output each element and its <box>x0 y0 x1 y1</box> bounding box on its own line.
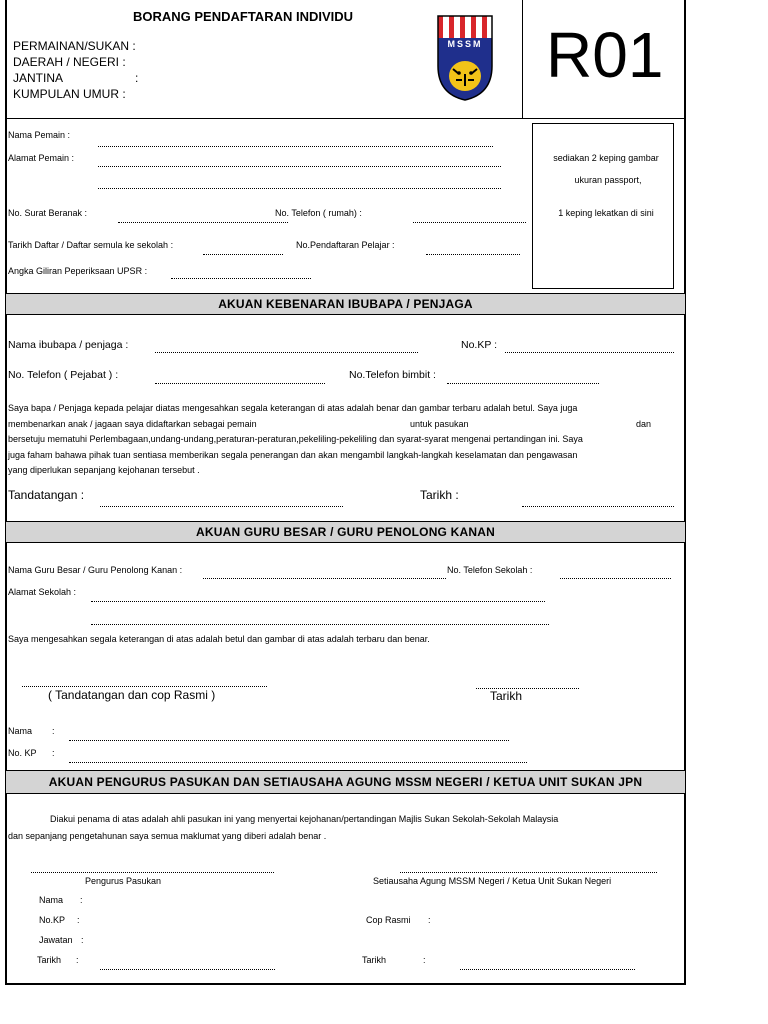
label-tel-pejabat: No. Telefon ( Pejabat ) : <box>8 369 119 381</box>
label-nokp-guru-colon: : <box>52 748 55 758</box>
field-upsr[interactable] <box>171 278 311 279</box>
header-divider <box>522 0 523 118</box>
parent-declaration-line-4: juga faham bahawa pihak tuan sentiasa memberikan segala penerangan dan akan mengambil langkah-langkah keselamatan dan pengawasan <box>8 450 578 460</box>
field-tandatangan-setiausaha[interactable] <box>400 872 657 873</box>
label-tarikh-setiausaha-colon: : <box>423 955 426 965</box>
parent-declaration-line-2b: untuk pasukan <box>410 419 469 429</box>
photo-box[interactable] <box>532 123 674 289</box>
field-tandatangan-pengurus[interactable] <box>31 872 274 873</box>
photo-instruction-2: ukuran passport, <box>574 175 642 185</box>
field-telefon-rumah[interactable] <box>413 222 526 223</box>
field-alamat-2[interactable] <box>98 188 501 189</box>
parent-declaration-line-2a: membenarkan anak / jagaan saya didaftarkan sebagai pemain <box>8 419 257 429</box>
label-nama-pengurus-colon: : <box>80 895 83 905</box>
field-nama-guru-2[interactable] <box>69 740 509 741</box>
parent-declaration-line-2c: dan <box>636 419 652 429</box>
headmaster-statement: Saya mengesahkan segala keterangan di atas adalah betul dan gambar di atas adalah terbaru dan benar. <box>8 634 430 644</box>
field-tarikh-pengurus[interactable] <box>100 969 275 970</box>
label-nokp-ibubapa: No.KP : <box>461 339 497 351</box>
field-surat-beranak[interactable] <box>118 222 288 223</box>
label-nama-guru-2-colon: : <box>52 726 55 736</box>
label-tandatangan-ibubapa: Tandatangan : <box>8 488 85 502</box>
label-nama-pemain: Nama Pemain : <box>8 130 71 140</box>
label-nokp-guru: No. KP <box>8 748 37 758</box>
label-nama-ibubapa: Nama ibubapa / penjaga : <box>8 339 129 351</box>
section-heading-manager: AKUAN PENGURUS PASUKAN DAN SETIAUSAHA AGUNG MSSM NEGERI / KETUA UNIT SUKAN JPN <box>6 770 685 794</box>
label-tarikh-pengurus-colon: : <box>76 955 79 965</box>
manager-declaration-line-2: dan sepanjang pengetahunan saya semua maklumat yang diberi adalah benar . <box>8 831 327 841</box>
label-nama-guru: Nama Guru Besar / Guru Penolong Kanan : <box>8 565 183 575</box>
parent-declaration-line-5: yang diperlukan sepanjang kejohanan tersebut . <box>8 465 200 475</box>
field-nama-pemain[interactable] <box>98 146 493 147</box>
label-tarikh-guru: Tarikh <box>490 689 523 703</box>
label-tarikh-setiausaha: Tarikh <box>362 955 387 965</box>
label-cop-rasmi: Cop Rasmi <box>366 915 411 925</box>
label-jawatan: Jawatan <box>39 935 73 945</box>
photo-instruction-1: sediakan 2 keping gambar <box>553 153 659 163</box>
field-nama-ibubapa[interactable] <box>155 352 418 353</box>
label-upsr: Angka Giliran Peperiksaan UPSR : <box>8 266 148 276</box>
label-alamat-sekolah: Alamat Sekolah : <box>8 587 77 597</box>
field-tel-bimbit[interactable] <box>447 383 599 384</box>
mssm-logo <box>436 14 494 102</box>
field-tandatangan-ibubapa[interactable] <box>100 506 343 507</box>
field-tarikh-setiausaha[interactable] <box>460 969 635 970</box>
parent-declaration-line-3: bersetuju mematuhi Perlembagaan,undang-undang,peraturan-peraturan,pekeliling-pekeliling dan syarat-syarat mengenai pertandingan ini. Saya <box>8 434 583 444</box>
label-nama-pengurus: Nama <box>39 895 64 905</box>
label-tel-sekolah: No. Telefon Sekolah : <box>447 565 533 575</box>
form-title: BORANG PENDAFTARAN INDIVIDU <box>133 9 354 24</box>
label-setiausaha: Setiausaha Agung MSSM Negeri / Ketua Unit Sukan Negeri <box>373 876 612 886</box>
field-nokp-ibubapa[interactable] <box>505 352 674 353</box>
field-alamat-1[interactable] <box>98 166 501 167</box>
label-telefon-rumah: No. Telefon ( rumah) : <box>275 208 362 218</box>
label-surat-beranak: No. Surat Beranak : <box>8 208 88 218</box>
header-bottom-rule <box>6 118 685 119</box>
label-cop-rasmi-colon: : <box>428 915 431 925</box>
label-nama-guru-2: Nama <box>8 726 33 736</box>
field-tel-sekolah[interactable] <box>560 578 671 579</box>
section-heading-headmaster: AKUAN GURU BESAR / GURU PENOLONG KANAN <box>6 521 685 543</box>
label-tandatangan-cop: ( Tandatangan dan cop Rasmi ) <box>48 688 216 702</box>
field-nokp-guru[interactable] <box>69 762 527 763</box>
header-field-daerah: DAERAH / NEGERI : <box>13 55 126 69</box>
label-alamat-pemain: Alamat Pemain : <box>8 153 75 163</box>
label-no-pendaftaran: No.Pendaftaran Pelajar : <box>296 240 395 250</box>
photo-instruction-3: 1 keping lekatkan di sini <box>558 208 654 218</box>
header-jantina-colon: : <box>135 71 139 85</box>
label-nokp-pengurus: No.KP <box>39 915 66 925</box>
header-field-umur: KUMPULAN UMUR : <box>13 87 126 101</box>
field-tel-pejabat[interactable] <box>155 383 325 384</box>
manager-declaration-line-1: Diakui penama di atas adalah ahli pasukan ini yang menyertai kejohanan/pertandingan Majlis Sukan Sekolah-Sekolah Malaysia <box>50 814 559 824</box>
section-heading-parent: AKUAN KEBENARAN IBUBAPA / PENJAGA <box>6 293 685 315</box>
field-no-pendaftaran[interactable] <box>426 254 520 255</box>
label-pengurus-pasukan: Pengurus Pasukan <box>85 876 162 886</box>
field-tarikh-ibubapa[interactable] <box>522 506 674 507</box>
field-alamat-sekolah-2[interactable] <box>91 624 549 625</box>
label-nokp-pengurus-colon: : <box>77 915 80 925</box>
field-tandatangan-guru[interactable] <box>22 686 267 687</box>
label-tarikh-pengurus: Tarikh <box>37 955 62 965</box>
logo-text: MSSM <box>447 39 483 49</box>
parent-declaration-line-1: Saya bapa / Penjaga kepada pelajar diatas mengesahkan segala keterangan di atas adalah benar dan gambar terbaru adalah betul. Saya juga <box>8 403 578 413</box>
field-nama-guru[interactable] <box>203 578 446 579</box>
label-tarikh-ibubapa: Tarikh : <box>420 488 459 502</box>
header-field-sukan: PERMAINAN/SUKAN : <box>13 39 136 53</box>
label-jawatan-colon: : <box>81 935 84 945</box>
label-tel-bimbit: No.Telefon bimbit : <box>349 369 436 381</box>
label-tarikh-daftar: Tarikh Daftar / Daftar semula ke sekolah : <box>8 240 174 250</box>
form-code: R01 <box>546 19 664 91</box>
header-field-jantina: JANTINA <box>13 71 64 85</box>
field-alamat-sekolah-1[interactable] <box>91 601 545 602</box>
field-tarikh-daftar[interactable] <box>203 254 283 255</box>
